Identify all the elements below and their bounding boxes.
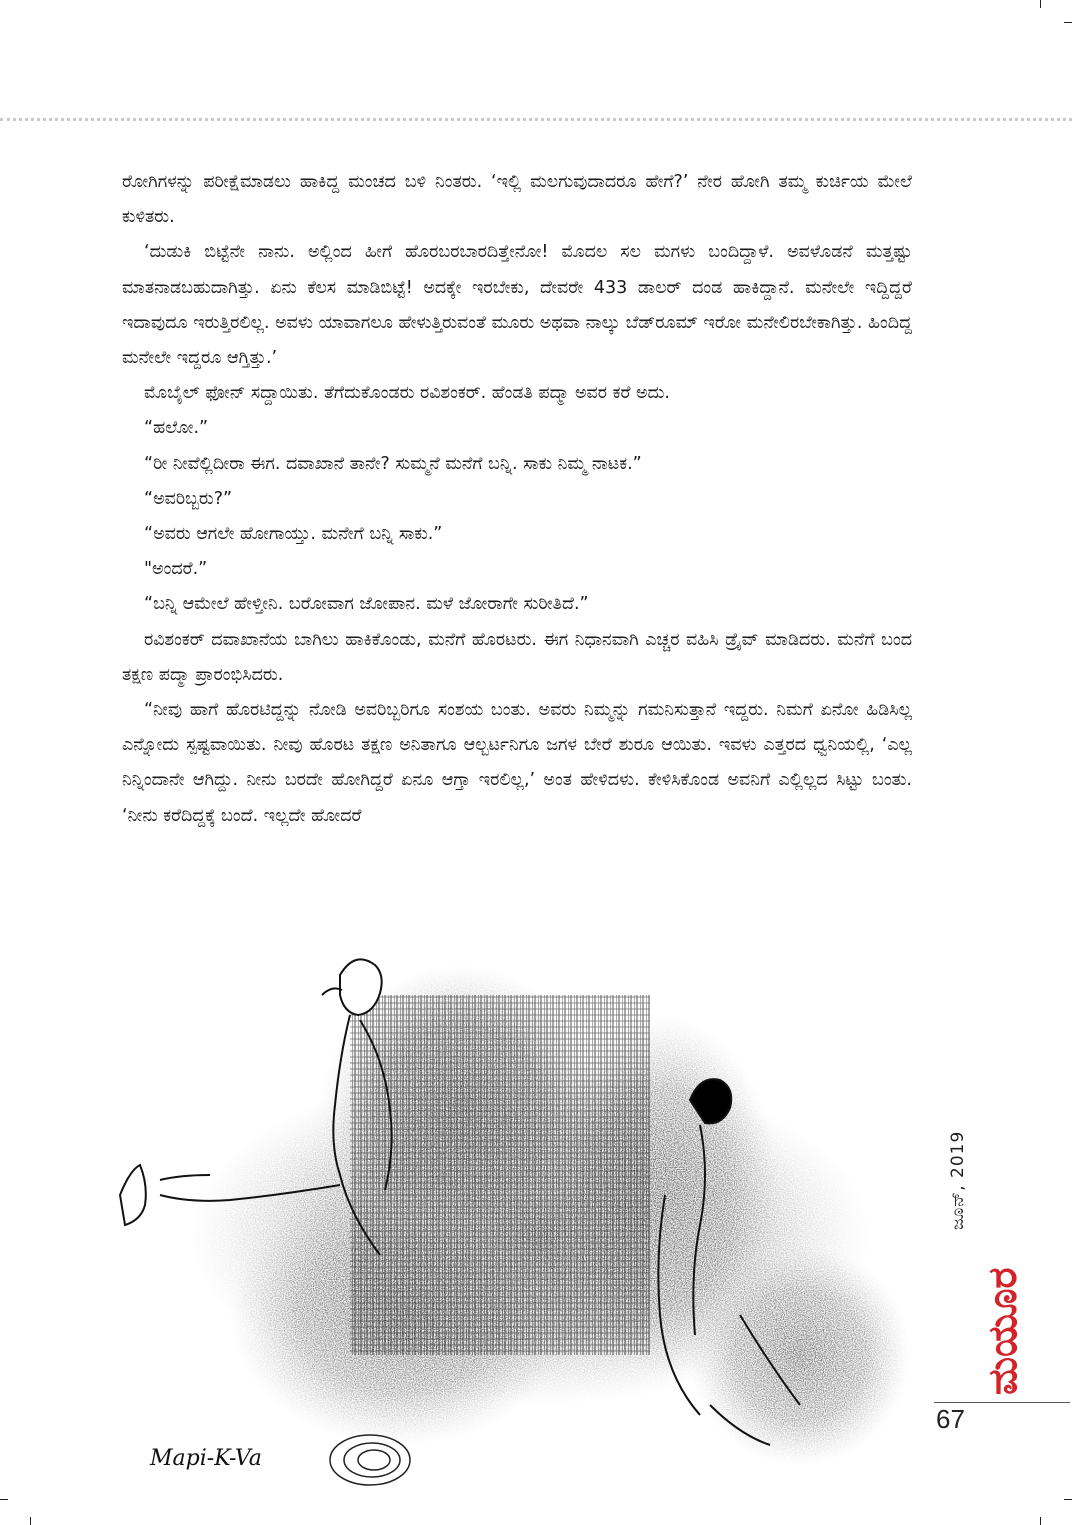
page-number: 67 xyxy=(936,1404,965,1434)
paragraph: “ಬನ್ನಿ ಆಮೇಲೆ ಹೇಳ್ತೀನಿ. ಬರೋವಾಗ ಜೋಪಾನ. ಮಳೆ ಜೋರಾಗೇ ಸುರೀತಿದೆ.” xyxy=(144,594,589,615)
artist-signature: Mapi-K-Va xyxy=(150,1446,262,1471)
crop-mark xyxy=(1040,0,1041,8)
ink-drawing-image xyxy=(100,935,930,1510)
page-number-rule xyxy=(934,1402,1070,1403)
crop-mark xyxy=(1064,22,1072,23)
issue-date: ಜೂನ್, 2019 xyxy=(948,1130,968,1230)
header-dotted-rule xyxy=(0,118,1072,121)
paragraph: ರವಿಶಂಕರ್ ದವಾಖಾನೆಯ ಬಾಗಿಲು ಹಾಕಿಕೊಂಡು, ಮನೆಗೆ ಹೊರಟರು. ಈಗ ನಿಧಾನವಾಗಿ ಎಚ್ಚರ ವಹಿಸಿ ಡ್ರೈವ್ ಮಾಡಿದರು. ಮನೆಗೆ ಬಂದ ತಕ್ಷಣ ಪದ್ಮಾ ಪ್ರಾರಂಭಿಸಿದರು. xyxy=(122,629,912,685)
crop-mark xyxy=(0,1499,8,1500)
crop-mark xyxy=(1040,1517,1041,1525)
paragraph: “ನೀವು ಹಾಗೆ ಹೊರಟಿದ್ದನ್ನು ನೋಡಿ ಅವರಿಬ್ಬರಿಗೂ ಸಂಶಯ ಬಂತು. ಅವರು ನಿಮ್ಮನ್ನು ಗಮನಿಸುತ್ತಾನೆ ಇದ್ದರು. ನಿಮಗೆ ಏನೋ ಹಿಡಿಸಿಲ್ಲ ಎನ್ನೋದು ಸ್ಪಷ್ಟವಾಯಿತು. ನೀವು ಹೊರಟ ತಕ್ಷಣ ಅನಿತಾಗೂ ಆಲ್ಬರ್ಟನಿಗೂ ಜಗಳ ಬೇರೆ ಶುರೂ ಆಯಿತು. ಇವಳು ಎತ್ತರದ ಧ್ವನಿಯಲ್ಲಿ, ‘ಎಲ್ಲ ನಿನ್ನಿಂದಾನೇ ಆಗಿದ್ದು. ನೀನು ಬರದೇ ಹೋಗಿದ್ದರೆ ಏನೂ ಆಗ್ತಾ ಇರಲಿಲ್ಲ,’ ಅಂತ ಹೇಳಿದಳು. ಕೇಳಿಸಿಕೊಂಡ ಅವನಿಗೆ ಎಲ್ಲಿಲ್ಲದ ಸಿಟ್ಟು ಬಂತು. ‘ನೀನು ಕರೆದಿದ್ದಕ್ಕೆ ಬಂದೆ. ಇಲ್ಲದೇ ಹೋದರೆ xyxy=(122,700,912,826)
crop-mark xyxy=(1064,1499,1072,1500)
paragraph: ರೋಗಿಗಳನ್ನು ಪರೀಕ್ಷೆಮಾಡಲು ಹಾಕಿದ್ದ ಮಂಚದ ಬಳಿ ನಿಂತರು. ‘ಇಲ್ಲಿ ಮಲಗುವುದಾದರೂ ಹೇಗೆ?’ ನೇರ ಹೋಗಿ ತಮ್ಮ ಕುರ್ಚಿಯ ಮೇಲೆ ಕುಳಿತರು. xyxy=(122,172,912,228)
magazine-logo: ಮಯೂರ xyxy=(980,1267,1026,1395)
paragraph: “ಅವರು ಆಗಲೇ ಹೋಗಾಯ್ತು. ಮನೇಗೆ ಬನ್ನಿ ಸಾಕು.” xyxy=(144,524,443,545)
crop-mark xyxy=(30,1517,31,1525)
paragraph: ‘ದುಡುಕಿ ಬಿಟ್ಟೆನೇ ನಾನು. ಅಲ್ಲಿಂದ ಹೀಗೆ ಹೊರಬರಬಾರದಿತ್ತೇನೋ! ಮೊದಲ ಸಲ ಮಗಳು ಬಂದಿದ್ದಾಳೆ. ಅವಳೊಡನೆ ಮತ್ತಷ್ಟು ಮಾತನಾಡಬಹುದಾಗಿತ್ತು. ಏನು ಕೆಲಸ ಮಾಡಿಬಿಟ್ಟೆ! ಅದಕ್ಕೇ ಇರಬೇಕು, ದೇವರೇ 433 ಡಾಲರ್ ದಂಡ ಹಾಕಿದ್ದಾನೆ. ಮನೇಲೇ ಇದ್ದಿದ್ದರೆ ಇದಾವುದೂ ಇರುತ್ತಿರಲಿಲ್ಲ. ಅವಳು ಯಾವಾಗಲೂ ಹೇಳುತ್ತಿರುವಂತೆ ಮೂರು ಅಥವಾ ನಾಲ್ಕು ಬೆಡ್‌ರೂಮ್ ಇರೋ ಮನೇಲಿರಬೇಕಾಗಿತ್ತು. ಹಿಂದಿದ್ದ ಮನೇಲೇ ಇದ್ದರೂ ಆಗ್ತಿತ್ತು.’ xyxy=(122,242,912,369)
paragraph: “ರೀ ನೀವೆಲ್ಲಿದೀರಾ ಈಗ. ದವಾಖಾನೆ ತಾನೇ? ಸುಮ್ಮನೆ ಮನೆಗೆ ಬನ್ನಿ. ಸಾಕು ನಿಮ್ಮ ನಾಟಕ.” xyxy=(144,453,642,474)
story-illustration xyxy=(100,935,930,1510)
paragraph: "ಅಂದರೆ.” xyxy=(144,559,208,580)
paragraph: “ಅವರಿಬ್ಬರು?” xyxy=(144,488,233,509)
paragraph: “ಹಲೋ.” xyxy=(144,418,209,439)
paragraph: ಮೊಬೈಲ್ ಫೋನ್ ಸದ್ದಾಯಿತು. ತೆಗೆದುಕೊಂಡರು ರವಿಶಂಕರ್. ಹೆಂಡತಿ ಪದ್ಮಾ ಅವರ ಕರೆ ಅದು. xyxy=(144,383,670,404)
article-body xyxy=(122,165,912,834)
